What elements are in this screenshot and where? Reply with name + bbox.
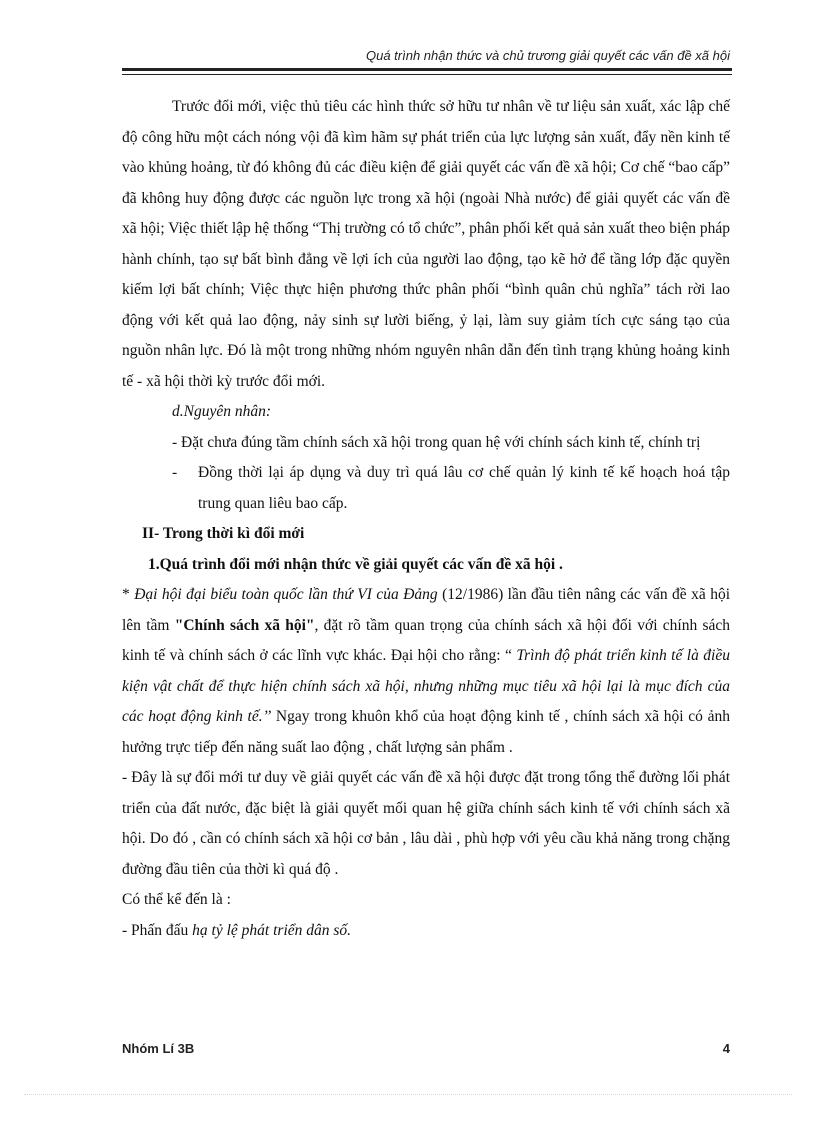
page-number: 4	[722, 1041, 730, 1056]
congress-name: Đại hội đại biểu toàn quốc lần thứ VI của Đảng	[134, 586, 438, 603]
section-heading-1: 1.Quá trình đổi mới nhận thức về giải quyết các vấn đề xã hội .	[148, 555, 563, 573]
subheading-causes: d.Nguyên nhân:	[172, 403, 272, 420]
paragraph-congress-vi	[122, 580, 730, 763]
paragraph-population-goal	[122, 916, 730, 947]
population-goal-italic: hạ tỷ lệ phát triển dân số.	[192, 921, 352, 939]
cause-item-2	[172, 458, 730, 519]
cause-item-1: - Đặt chưa đúng tầm chính sách xã hội trong quan hệ với chính sách kinh tế, chính trị	[172, 433, 701, 451]
footer-group-name: Nhóm Lí 3B	[122, 1041, 195, 1056]
paragraph-examples-intro: Có thể kể đến là :	[122, 891, 231, 908]
paragraph-text: Ngay trong khuôn khổ của hoạt động kinh tế , chính sách xã hội có ảnh hưởng trực tiếp đến năng suất lao động , chất lượng sản phẩm .	[122, 708, 730, 756]
paragraph-text: (12/1986) lần đầu tiên nâng các vấn đề xã hội lên tầm	[122, 586, 730, 634]
paragraph-new-thinking: - Đây là sự đổi mới tư duy về giải quyết các vấn đề xã hội được đặt trong tổng thể đường lối phát triển của đất nước, đặc biệt là giải quyết mối quan hệ giữa chính sách kinh tế với chính sách xã hội. Do đó , cần có chính sách xã hội cơ bản , lâu dài , phù hợp với yêu cầu khả năng trong chặng đường đầu tiên của thời kì quá độ .	[122, 769, 730, 878]
page-bottom-divider	[24, 1094, 792, 1095]
running-header-title: Quá trình nhận thức và chủ trương giải quyết các vấn đề xã hội	[366, 48, 730, 63]
page-body	[122, 92, 730, 946]
paragraph-text: - Phấn đấu	[122, 921, 193, 939]
section-heading-ii: II- Trong thời kì đổi mới	[142, 525, 305, 542]
cause-item-2-text: Đồng thời lại áp dụng và duy trì quá lâu cơ chế quản lý kinh tế kế hoạch hoá tập trung quan liêu bao cấp.	[198, 464, 730, 512]
header-rule	[122, 68, 732, 71]
social-policy-term: "Chính sách xã hội"	[174, 616, 315, 634]
paragraph-text: , đặt rõ tầm quan trọng của chính sách xã hội đối với chính sách kinh tế và chính sách ở các lĩnh vực khác. Đại hội cho rằng: “	[122, 616, 731, 664]
congress-quote: Trình độ phát triển kinh tế là điều kiện vật chất để thực hiện chính sách xã hội, nhưng những mục tiêu xã hội lại là mục đích của các hoạt động kinh tế.’’	[122, 647, 730, 725]
paragraph-before-renewal: Trước đổi mới, việc thủ tiêu các hình thức sở hữu tư nhân về tư liệu sản xuất, xác lập chế độ công hữu một cách nóng vội đã kìm hãm sự phát triển của lực lượng sản xuất, đẩy nền kinh tế vào khủng hoảng, từ đó không đủ các điều kiện để giải quyết các vấn đề xã hội; Cơ chế “bao cấp” đã không huy động được các nguồn lực trong xã hội (ngoài Nhà nước) để giải quyết các vấn đề xã hội; Việc thiết lập hệ thống “Thị trường có tổ chức”, phân phối kết quả sản xuất theo biện pháp hành chính, tạo sự bất bình đẳng về lợi ích của người lao động, tạo kẽ hở để tầng lớp đặc quyền kiếm lợi bất chính; Việc thực hiện phương thức phân phối “bình quân chủ nghĩa” tách rời lao động với kết quả lao động, nảy sinh sự lười biếng, ỷ lại, làm suy giảm tích cực sáng tạo của nguồn nhân lực. Đó là một trong những nhóm nguyên nhân dẫn đến tình trạng khủng hoảng kinh tế - xã hội thời kỳ trước đổi mới.	[122, 98, 730, 390]
star-marker: *	[122, 586, 135, 603]
header-rule-thin	[122, 74, 732, 75]
list-dash: -	[172, 464, 178, 481]
